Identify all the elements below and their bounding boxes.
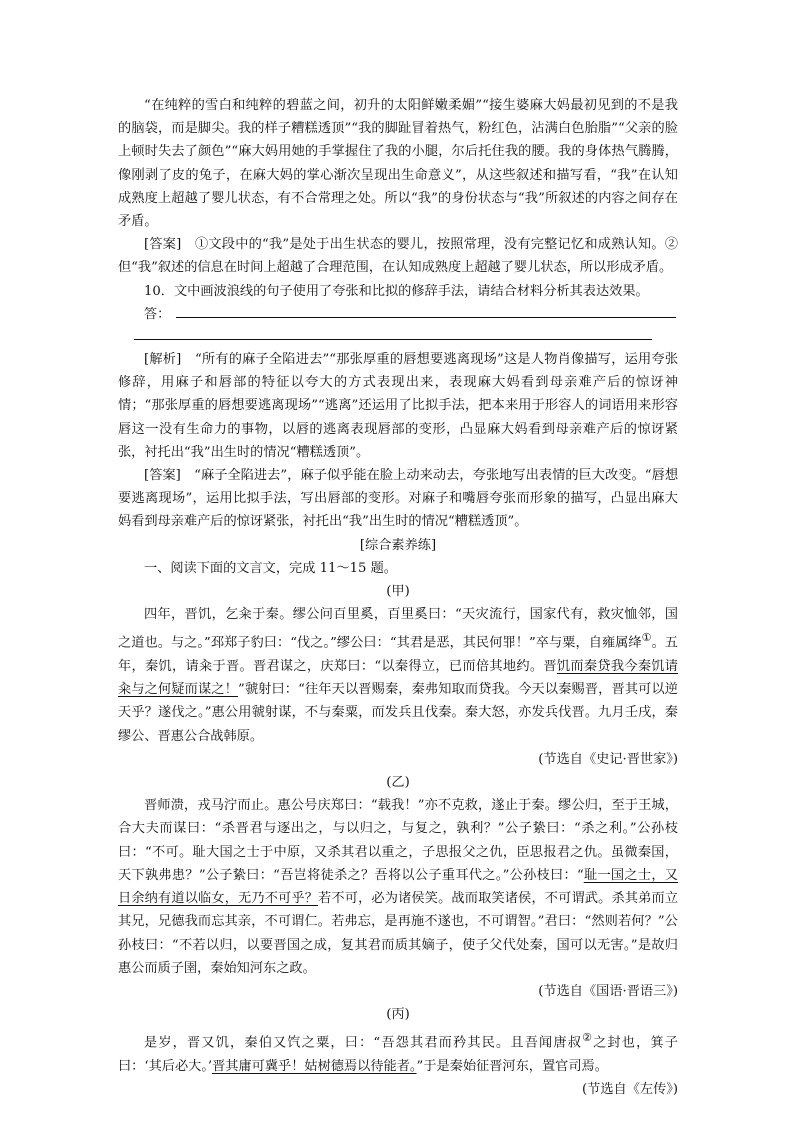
paragraph-analysis-9: “在纯粹的雪白和纯粹的碧蓝之间，初升的太阳鲜嫩柔媚”“接生婆麻大妈最初见到的不是我的脑袋，而是脚尖。我的样子糟糕透顶”“我的脚趾冒着热气，粉红色，沾满白色胎脂”“父亲的脸上顿时失去了颜色”“麻大妈用她的手掌握住了我的小腿，尔后托住我的腰。我的身体热气腾腾，像刚剥了皮的兔子，在麻大妈的掌心渐次呈现出生命意义”，从这些叙述和描写看，“我”在认知成熟度上超越了婴儿状态，有不合常理之处。所以“我”的身份状态与“我”所叙述的内容之间存在矛盾。 xyxy=(118,98,678,230)
answer-text: ①文段中的“我”是处于出生状态的婴儿，按照常理，没有完整记忆和成熟认知。②但“我”叙述的信息在时间上超越了合理范围，在认知成熟度上超越了婴儿状态，所以形成矛盾。 xyxy=(118,237,679,276)
underlined-sentence: 耻一国之士，又日余纳有道以临女，无乃不可乎？ xyxy=(118,867,678,907)
passage-bing: 是岁，晋又饥，秦伯又饩之粟，曰：“吾怨其君而矜其民。且吾闻唐叔②之封也，箕子曰：‘其后必大。’晋其庸可冀乎！姑树德焉以待能者。”于是秦始征晋河东，置官司焉。 xyxy=(118,1031,678,1074)
answer-line[interactable] xyxy=(176,303,676,318)
passage-bing-title: (丙) xyxy=(386,1007,410,1023)
analysis-10 xyxy=(118,348,678,464)
answer-10 xyxy=(118,464,678,534)
passage-yi-title: (乙) xyxy=(386,775,410,791)
answer-text: “麻子全陷进去”，麻子似乎能在脸上动来动去，夸张地写出表情的巨大改变。“唇想要逃离现场”，运用比拟手法，写出唇部的变形。对麻子和嘴唇夸张而形象的描写，凸显出麻大妈看到母亲难产后的惊讶紧张，衬托出“我”出生时的情况“糟糕透顶”。 xyxy=(118,468,679,530)
passage-yi: 晋师溃，戎马泞而止。惠公号庆郑曰：“载我！”亦不克救，遂止于秦。缪公归，至于王城，合大夫而谋曰：“杀晋君与逐出之，与以归之，与复之，孰利？”公子絷曰：“杀之利。”公孙枝曰：“不可。耻大国之士于中原，又杀其君以重之，子思报父之仇，臣思报君之仇。虽微秦国，天下孰弗患？”公子絷曰：“吾岂将徒杀之？吾将以公子重耳代之。”公孙枝曰：“耻一国之士，又日余纳有道以临女，无乃不可乎？若不可，必为诸侯笑。战而取笑诸侯，不可谓武。杀其弟而立其兄，兄德我而忘其亲，不可谓仁。若弗忘，是再施不遂也，不可谓智。”君曰：“然则若何？”公孙枝曰：“不若以归，以要晋国之成，复其君而质其嫡子，使子父代处秦，国可以无害。”是故归惠公而质子圉，秦始知河东之政。 xyxy=(118,798,679,976)
passage-bing-source: (节选自《左传》) xyxy=(581,1082,678,1098)
passage-jia-title: (甲) xyxy=(386,584,410,600)
part1-intro: 一、阅读下面的文言文，完成 11～15 题。 xyxy=(144,560,397,576)
passage-jia: 四年，晋饥，乞籴于秦。缪公问百里奚，百里奚曰：“天灾流行，国家代有，救灾恤邻，国之道也。与之。”邳郑子豹曰：“伐之。”缪公曰：“其君是恶，其民何罪！”卒与粟，自雍属绛①。五年，秦饥，请籴于晋。晋君谋之，庆郑曰：“以秦得立，已而倍其地约。晋饥而秦贷我今秦饥请籴与之何疑而谋之！”虢射曰：“往年天以晋赐秦，秦弗知取而贷我。今天以秦赐晋，晋其可以逆天乎？遂伐之。”惠公用虢射谋，不与秦粟，而发兵且伐秦。秦大怒，亦发兵伐晋。九月壬戌，秦缪公、晋惠公合战韩原。 xyxy=(118,607,678,744)
underlined-sentence: 饥而秦贷我今秦饥请籴与之何疑而谋之！ xyxy=(118,659,678,698)
passage-yi-source: (节选自《国语·晋语三》) xyxy=(538,983,678,999)
question-10-answer-area xyxy=(118,303,678,326)
section-title: [综合素养练] xyxy=(359,537,437,553)
footnote-marker: ① xyxy=(641,631,652,645)
answer-tag: [答案] xyxy=(144,468,181,484)
analysis-tag: [解析] xyxy=(144,352,182,368)
document-page xyxy=(118,94,678,1101)
passage-jia-source: (节选自《史记·晋世家》) xyxy=(538,751,678,767)
answer-9 xyxy=(118,233,678,279)
answer-line-2[interactable] xyxy=(134,338,652,340)
question-10: 10．文中画波浪线的句子使用了夸张和比拟的修辞手法，请结合材料分析其表达效果。 xyxy=(144,283,649,299)
footnote-marker: ② xyxy=(582,1031,594,1045)
analysis-text: “所有的麻子全陷进去”“那张厚重的唇想要逃离现场”这是人物肖像描写，运用夸张修辞，用麻子和唇部的特征以夸大的方式表现出来，表现麻大妈看到母亲难产后的惊讶神情；“那张厚重的唇想要逃离现场”“逃离”还运用了比拟手法，把本来用于形容人的词语用来形容唇这一没有生命力的事物，以唇的逃离表现唇部的变形，凸显麻大妈看到母亲难产后的惊讶紧张，衬托出“我”出生时的情况“糟糕透顶”。 xyxy=(118,352,679,460)
answer-tag: [答案] xyxy=(144,237,182,253)
answer-label: 答： xyxy=(144,306,171,322)
underlined-sentence: 晋其庸可冀乎！姑树德焉以待能者。 xyxy=(212,1058,417,1074)
